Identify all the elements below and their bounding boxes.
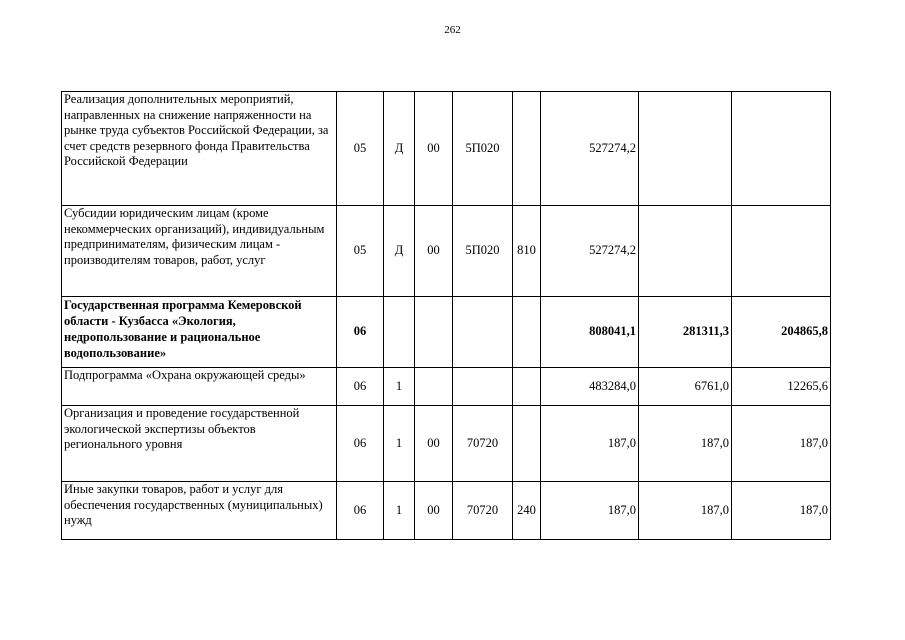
amount-year-3: 204865,8 [732,297,831,368]
direction-code [453,368,513,406]
section-code: 06 [337,297,384,368]
amount-year-1: 483284,0 [541,368,639,406]
program-code: Д [384,206,415,297]
direction-code: 5П020 [453,206,513,297]
row-name: Организация и проведение государственной экологической экспертизы объектов регионального уровня [62,406,337,482]
amount-year-1: 527274,2 [541,92,639,206]
table-row [62,368,831,406]
subprogram-code [415,297,453,368]
program-code [384,297,415,368]
direction-code: 70720 [453,482,513,540]
subprogram-code [415,368,453,406]
amount-year-1: 808041,1 [541,297,639,368]
subprogram-code: 00 [415,406,453,482]
amount-year-2: 6761,0 [639,368,732,406]
program-code: Д [384,92,415,206]
expense-type-code: 810 [513,206,541,297]
table-row [62,406,831,482]
row-name: Государственная программа Кемеровской области - Кузбасса «Экология, недропользование и рациональное водопользование» [62,297,337,368]
row-name: Иные закупки товаров, работ и услуг для обеспечения государственных (муниципальных) нужд [62,482,337,540]
section-code: 05 [337,206,384,297]
direction-code: 70720 [453,406,513,482]
section-code: 05 [337,92,384,206]
program-code: 1 [384,482,415,540]
expense-type-code [513,368,541,406]
amount-year-2 [639,92,732,206]
direction-code [453,297,513,368]
page-number: 262 [444,24,461,36]
table-row [62,206,831,297]
section-code: 06 [337,368,384,406]
direction-code: 5П020 [453,92,513,206]
amount-year-2: 187,0 [639,482,732,540]
amount-year-3: 12265,6 [732,368,831,406]
expense-type-code [513,92,541,206]
section-code: 06 [337,482,384,540]
program-code: 1 [384,406,415,482]
budget-table [61,91,831,540]
row-name: Реализация дополнительных мероприятий, направленных на снижение напряженности на рынке труда субъектов Российской Федерации, за счет средств резервного фонда Правительства Российской Федерации [62,92,337,206]
expense-type-code: 240 [513,482,541,540]
row-name: Подпрограмма «Охрана окружающей среды» [62,368,337,406]
amount-year-3 [732,92,831,206]
amount-year-3 [732,206,831,297]
amount-year-1: 187,0 [541,406,639,482]
amount-year-2 [639,206,732,297]
program-code: 1 [384,368,415,406]
expense-type-code [513,406,541,482]
table-row [62,297,831,368]
subprogram-code: 00 [415,206,453,297]
amount-year-3: 187,0 [732,406,831,482]
row-name: Субсидии юридическим лицам (кроме некоммерческих организаций), индивидуальным предпринимателям, физическим лицам - производителям товаров, работ, услуг [62,206,337,297]
table-row [62,482,831,540]
amount-year-2: 187,0 [639,406,732,482]
table-row [62,92,831,206]
expense-type-code [513,297,541,368]
amount-year-2: 281311,3 [639,297,732,368]
amount-year-3: 187,0 [732,482,831,540]
section-code: 06 [337,406,384,482]
subprogram-code: 00 [415,482,453,540]
amount-year-1: 187,0 [541,482,639,540]
subprogram-code: 00 [415,92,453,206]
amount-year-1: 527274,2 [541,206,639,297]
